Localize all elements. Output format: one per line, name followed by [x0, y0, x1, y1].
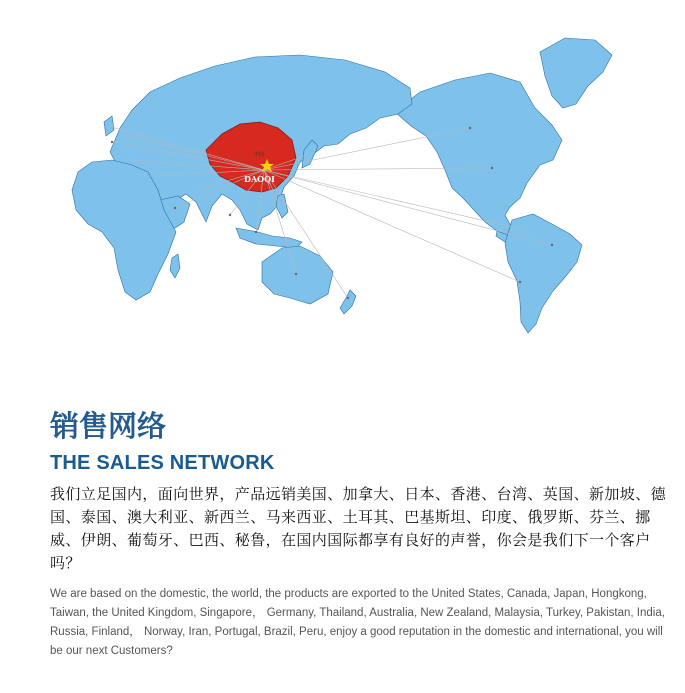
north-america: [395, 73, 562, 238]
title-chinese: 销售网络: [50, 409, 167, 443]
description-english: We are based on the domestic, the world, the products are exported to the United States, Canada, Japan, Hongkong, Taiwan, the United Kingdom, Singapore， Germany, Thailand, Australia, New Zealand, Malaysia, Turkey, Pakistan, India, Russia, Finland， Norway, Iran, Portugal, Brazil, Peru, enjoy a good reputation in the domestic and international, you will be our next Customers?: [50, 588, 665, 657]
australia: [262, 246, 333, 304]
daoqi-label: DAOQI: [244, 174, 275, 184]
sales-network-section: [50, 404, 670, 661]
title-english: THE SALES NETWORK: [50, 452, 275, 474]
new-zealand: [340, 290, 356, 314]
madagascar: [170, 254, 180, 278]
description-chinese: 我们立足国内，面向世界，产品远销美国、加拿大、日本、香港、台湾、英国、新加坡、德国、泰国、澳大利亚、新西兰、马来西亚、土耳其、巴基斯坦、印度、俄罗斯、芬兰、挪威、伊朗、葡萄牙、巴西、秘鲁，在国内国际都享有良好的声誉，你会是我们下一个客户吗？: [50, 485, 667, 572]
south-america: [505, 214, 582, 333]
china-label: 中国: [254, 152, 265, 158]
greenland: [540, 38, 612, 108]
indonesia: [236, 228, 302, 248]
